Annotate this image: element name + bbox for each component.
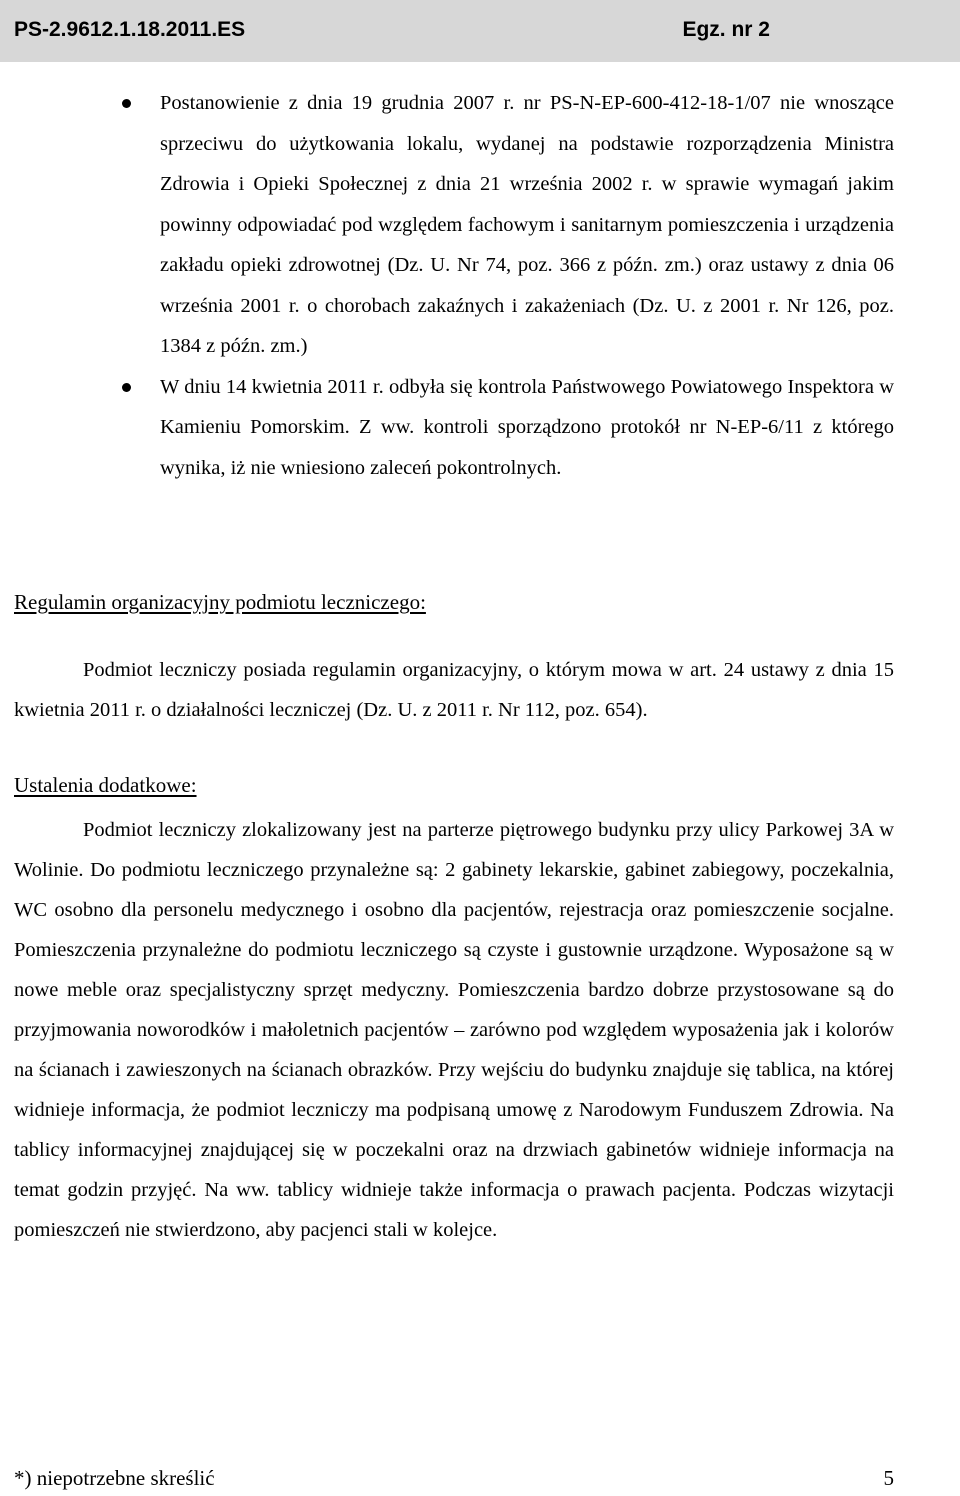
section-title-regulamin: Regulamin organizacyjny podmiotu leczniczego: [14,590,426,614]
copy-number: Egz. nr 2 [682,18,770,41]
document-header [0,0,960,62]
footnote: *) niepotrzebne skreślić [14,1466,215,1490]
list-item-text: W dniu 14 kwietnia 2011 r. odbyła się kontrola Państwowego Powiatowego Inspektora w Kamieniu Pomorskim. Z ww. kontroli sporządzono protokół nr N-EP-6/11 z którego wynika, iż nie wniesiono zaleceń pokontrolnych. [160,375,894,479]
paragraph-ustalenia: Podmiot leczniczy zlokalizowany jest na parterze piętrowego budynku przy ulicy Parkowej 3A w Wolinie. Do podmiotu leczniczego przynależne są: 2 gabinety lekarskie, gabinet zabiegowy, poczekalnia, WC osobno dla personelu medycznego i osobno dla pacjentów, rejestracja oraz pomieszczenie socjalne. Pomieszczenia przynależne do podmiotu leczniczego są czyste i gustownie urządzone. Wyposażone są w nowe meble oraz specjalistyczny sprzęt medyczny. Pomieszczenia bardzo dobrze przystosowane są do przyjmowania noworodków i małoletnich pacjentów – zarówno pod względem wyposażenia jak i kolorów na ścianach i zawieszonych na ścianach obrazków. Przy wejściu do budynku znajduje się tablica, na której widnieje informacja, że podmiot leczniczy ma podpisaną umowę z Narodowym Funduszem Zdrowia. Na tablicy informacyjnej znajdującej się w poczekalni oraz na drzwiach gabinetów widnieje informacja na temat godzin przyjęć. Na ww. tablicy widnieje także informacja o prawach pacjenta. Podczas wizytacji pomieszczeń nie stwierdzono, aby pacjenci stali w kolejce. [14,819,894,1241]
document-reference: PS-2.9612.1.18.2011.ES [14,18,246,41]
section-title-ustalenia: Ustalenia dodatkowe: [14,773,197,797]
list-item [0,367,960,489]
bullet-icon [122,99,131,108]
page-number: 5 [883,1466,894,1490]
page-footer [14,1466,894,1491]
list-item-text: Postanowienie z dnia 19 grudnia 2007 r. nr PS-N-EP-600-412-18-1/07 nie wnoszące sprzeciwu do użytkowania lokalu, wydanej na podstawie rozporządzenia Ministra Zdrowia i Opieki Społecznej z dnia 21 września 2002 r. w sprawie wymagań jakim powinny odpowiadać pod względem fachowym i sanitarnym pomieszczenia i urządzenia zakładu opieki zdrowotnej (Dz. U. Nr 74, poz. 366 z późn. zm.) oraz ustawy z dnia 06 września 2001 r. o chorobach zakaźnych i zakażeniach (Dz. U. z 2001 r. Nr 126, poz. 1384 z późn. zm.) [160,92,894,357]
list-item [0,83,960,367]
bullet-icon [122,383,131,392]
bullet-list [0,83,960,488]
paragraph-regulamin: Podmiot leczniczy posiada regulamin organizacyjny, o którym mowa w art. 24 ustawy z dnia 15 kwietnia 2011 r. o działalności leczniczej (Dz. U. z 2011 r. Nr 112, poz. 654). [14,659,894,721]
